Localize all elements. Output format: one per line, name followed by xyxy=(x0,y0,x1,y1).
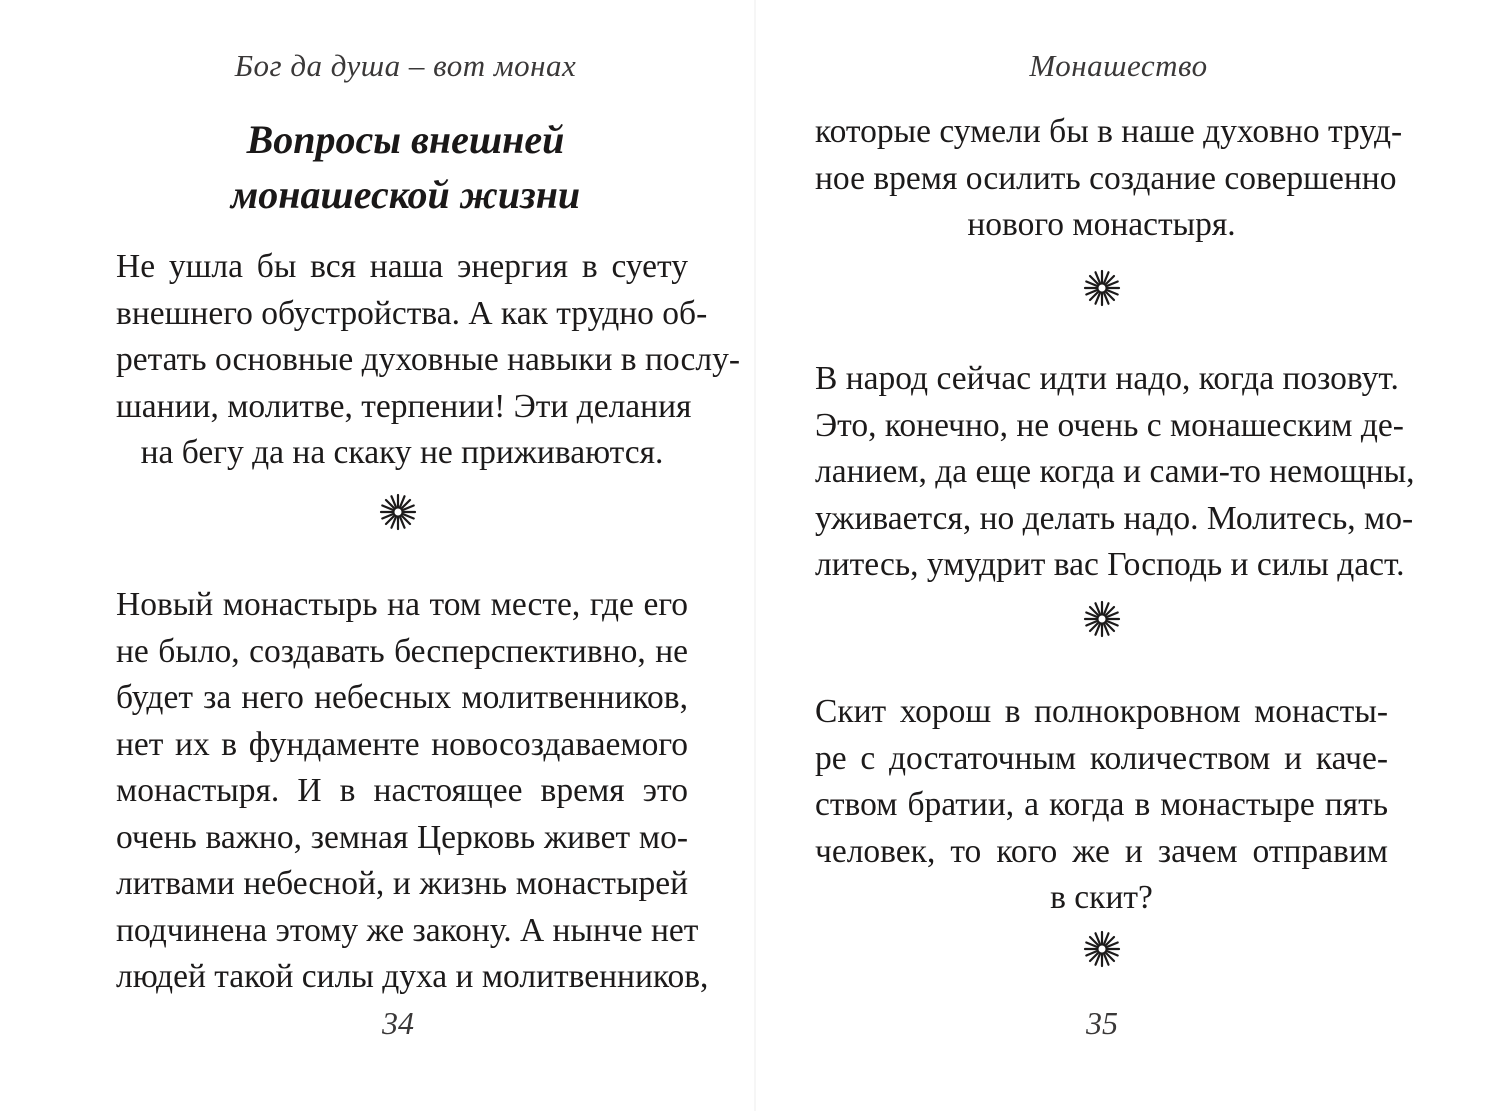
text-line: монастыря. И в настоящее время это xyxy=(116,772,688,809)
paragraph-left-1 xyxy=(116,244,741,477)
text-line: ланием, да еще когда и сами-то немощны, xyxy=(815,453,1415,490)
text-line: человек, то кого же и зачем отправим xyxy=(815,832,1388,870)
text-line: ретать основные духовные навыки в послу- xyxy=(116,341,741,378)
page-number-left: 34 xyxy=(382,1005,414,1041)
text-line: людей такой силы духа и молитвенников, xyxy=(116,958,709,995)
text-line: Новый монастырь на том месте, где его xyxy=(116,586,688,623)
text-line: литвами небесной, и жизнь монастырей xyxy=(116,865,688,902)
text-line: нового монастыря. xyxy=(967,206,1236,243)
text-line: литесь, умудрит вас Господь и силы даст. xyxy=(815,546,1405,583)
text-line: на бегу да на скаку не приживаются. xyxy=(140,434,664,471)
right-page xyxy=(755,0,1510,1111)
chapter-title xyxy=(28,112,783,222)
text-line: внешнего обустройства. А как трудно об- xyxy=(116,294,708,332)
paragraph-right-2 xyxy=(815,356,1415,589)
text-line: в скит? xyxy=(1050,879,1153,916)
text-line: которые сумели бы в наше духовно труд- xyxy=(815,113,1403,150)
asterism-star-icon xyxy=(1082,929,1122,969)
paragraph-right-1 xyxy=(815,109,1403,249)
text-line: В народ сейчас идти надо, когда позовут. xyxy=(815,360,1399,397)
asterism-star-icon xyxy=(378,492,418,532)
text-line: уживается, но делать надо. Молитесь, мо- xyxy=(815,499,1414,537)
text-line: подчинена этому же закону. А нынче нет xyxy=(116,911,699,949)
running-head-right: Монашество xyxy=(1029,48,1208,83)
asterism-star-icon xyxy=(1082,929,1122,969)
asterism-star-icon xyxy=(1082,599,1122,639)
text-line: не было, создавать бесперспективно, не xyxy=(116,632,688,670)
asterism-star-icon xyxy=(1082,268,1122,308)
asterism-star-icon xyxy=(378,492,418,532)
page-number-right: 35 xyxy=(1086,1005,1118,1041)
asterism-star-icon xyxy=(1082,599,1122,639)
paragraph-right-3 xyxy=(815,689,1388,922)
text-line: нет их в фундаменте новосоздаваемого xyxy=(116,725,688,763)
text-line: Это, конечно, не очень с монашеским де- xyxy=(815,406,1404,444)
text-line: шании, молитве, терпении! Эти делания xyxy=(116,387,692,425)
text-line: ное время осилить создание совершенно xyxy=(815,159,1397,197)
running-head-left: Бог да душа – вот монах xyxy=(234,48,577,83)
text-line: Не ушла бы вся наша энергия в суету xyxy=(116,248,688,285)
paragraph-left-2 xyxy=(116,582,709,1001)
asterism-star-icon xyxy=(1082,268,1122,308)
chapter-title-line: монашеской жизни xyxy=(230,172,581,217)
text-line: очень важно, земная Церковь живет мо- xyxy=(116,818,688,856)
text-line: будет за него небесных молитвенников, xyxy=(116,679,688,716)
text-line: ством братии, а когда в монастыре пять xyxy=(815,786,1388,823)
text-line: ре с достаточным количеством и каче- xyxy=(815,739,1388,777)
chapter-title-line: Вопросы внешней xyxy=(246,117,565,162)
text-line: Скит хорош в полнокровном монасты- xyxy=(815,693,1388,730)
